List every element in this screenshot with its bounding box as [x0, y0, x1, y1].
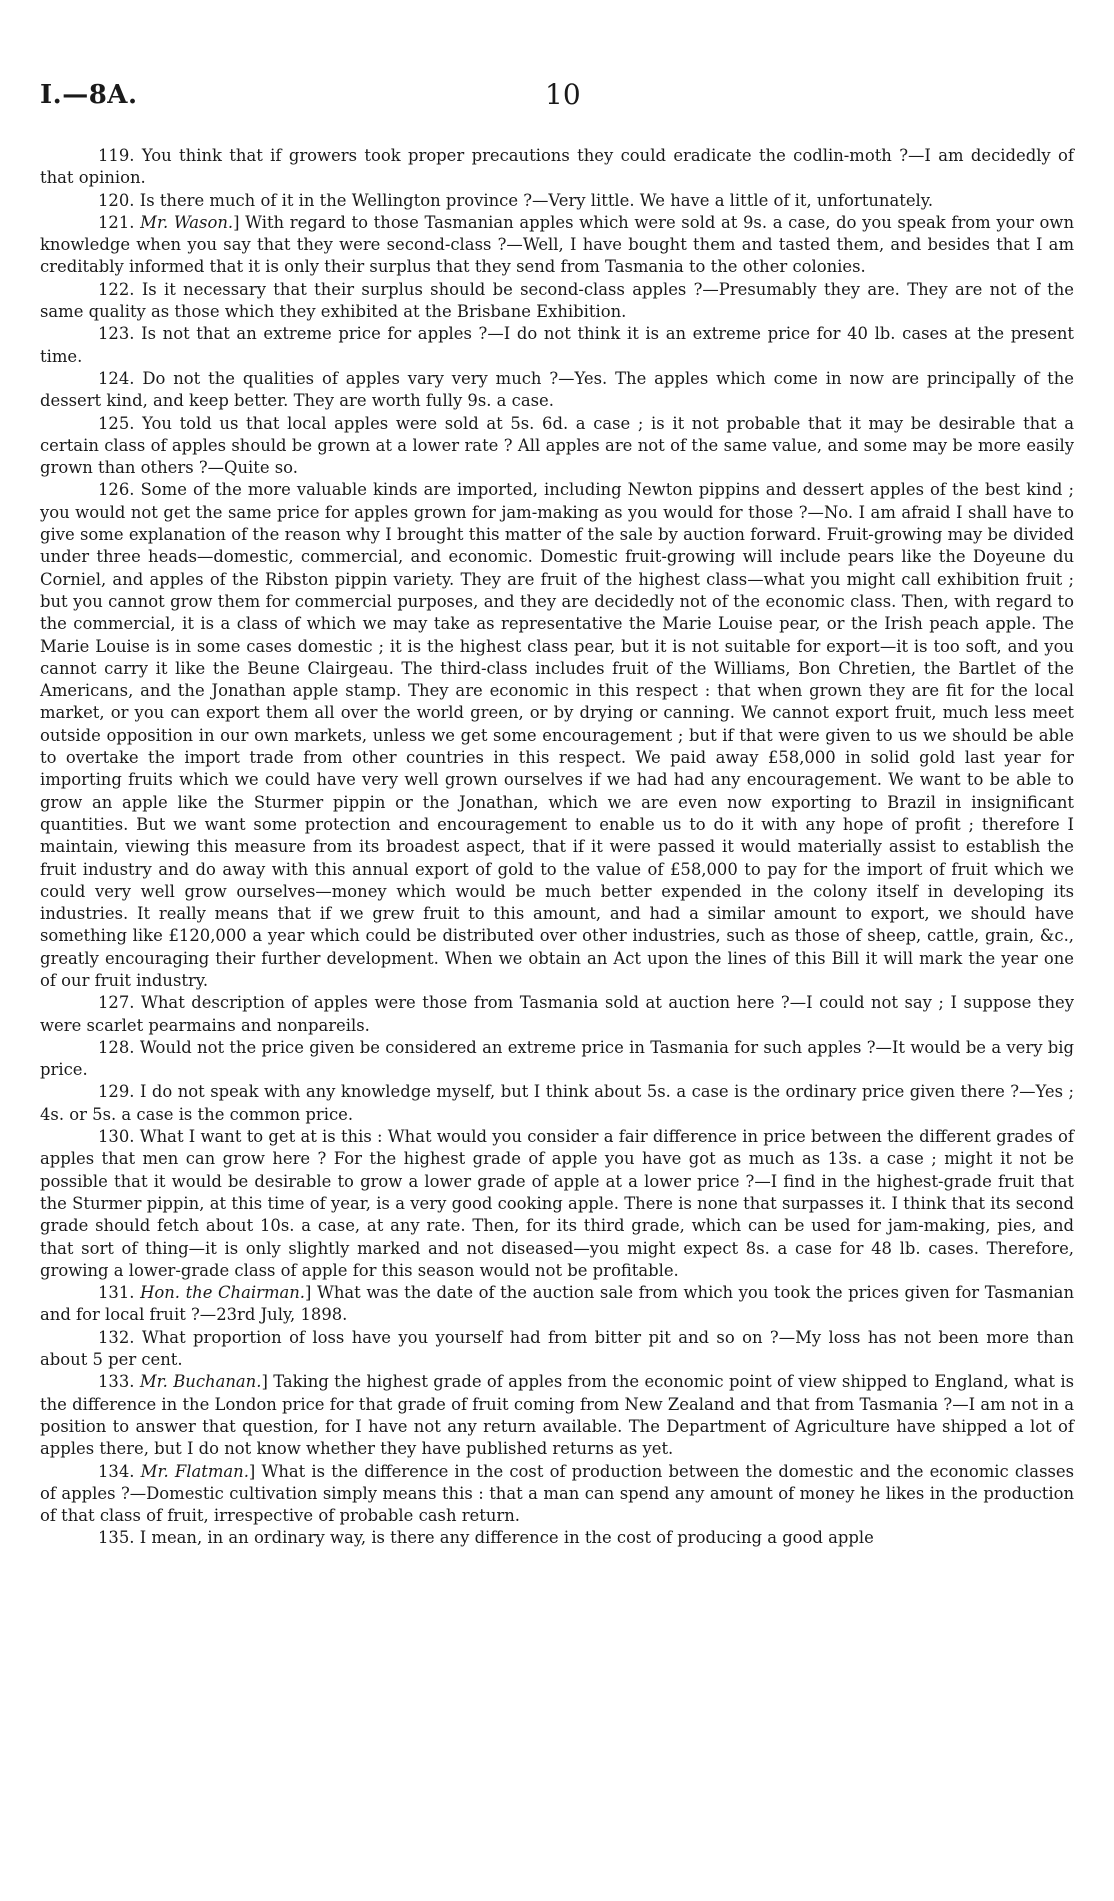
question-134: 134. Mr. Flatman.] What is the difference in the cost of production between the domestic and the economic classes of apples ?—Domestic cultivation simply means this : that a man can spend any amount of money he likes in the production of that class of fruit, irrespective of probable cash return.: [40, 1461, 1075, 1526]
question-text: What I want to get at is this : What would you consider a fair difference in price between the different grades of apples that men can grow here ? For the highest grade of apple you have got as much as 13s. a case ; might it not be possible that it would be desirable to grow a lower grade of apple at a lower price ?—I find in the highest-grade fruit that the Sturmer pippin, at this time of year, is a very good cooking apple. There is none that surpasses it. I think that its second grade should fetch about 10s. a case, at any rate. Then, for its third grade, which can be used for jam-making, pies, and that sort of thing—it is only slightly marked and not diseased—you might expect 8s. a case for 48 lb. cases. Therefore, growing a lower-grade class of apple for this season would not be profitable.: [40, 1127, 1074, 1280]
question-number: 125.: [98, 413, 135, 433]
question-number: 122.: [98, 279, 135, 299]
question-text: Do not the qualities of apples vary very much ?—Yes. The apples which come in now are principally of the dessert kind, and keep better. They are worth fully 9s. a case.: [40, 368, 1074, 411]
question-132: [40, 1327, 1074, 1372]
question-number: 133.: [98, 1372, 135, 1392]
question-number: 135.: [98, 1528, 135, 1548]
question-text: What is the difference in the cost of production between the domestic and the economic classes of apples ?—Domestic cultivation simply means this : that a man can spend any amount of money he likes in the production of that class of fruit, irrespective of probable cash return.: [40, 1461, 1075, 1526]
question-text: Is it necessary that their surplus should be second-class apples ?—Presumably they are. They are not of the same quality as those which they exhibited at the Brisbane Exhibition.: [40, 279, 1074, 322]
question-number: 131.: [98, 1283, 135, 1303]
question-text: What description of apples were those from Tasmania sold at auction here ?—I could not say ; I suppose they were scarlet pearmains and nonpareils.: [40, 993, 1074, 1035]
question-131: 131. Hon. the Chairman.] What was the date of the auction sale from which you took the prices given for Tasmanian and for local fruit ?—23rd July, 1898.: [40, 1283, 1075, 1325]
speaker-name: Mr. Flatman.: [140, 1461, 249, 1481]
question-number: 132.: [98, 1327, 135, 1347]
question-text: You told us that local apples were sold at 5s. 6d. a case ; is it not probable that it may be desirable that a certain class of apples should be grown at a lower rate ? All apples are not of the same value, and some may be more easily grown than others ?—Quite so.: [40, 413, 1074, 478]
question-text: Is there much of it in the Wellington province ?—Very little. We have a little of it, unfortunately.: [139, 190, 934, 210]
page-number: 10: [545, 78, 581, 111]
speaker-name: Hon. the Chairman.: [140, 1283, 306, 1303]
question-124: [40, 368, 1074, 413]
question-text: Some of the more valuable kinds are imported, including Newton pippins and dessert apples of the best kind ; you would not get the same price for apples grown for jam-making as you would for those ?—No. I am afraid I shall have to give some explanation of the reason why I brought this matter of the sale by auction forward. Fruit-growing may be divided under three heads—domestic, commercial, and economic. Domestic fruit-growing will include pears like the Doyeune du Corniel, and apples of the Ribston pippin variety. They are fruit of the highest class—what you might call exhibition fruit ; but you cannot grow them for commercial purposes, and they are decidedly not of the economic class. Then, with regard to the commercial, it is a class of which we may take as representative the Marie Louise pear, or the Irish peach apple. The Marie Louise is in some cases domestic ; it is the highest class pear, but it is not suitable for export—it is too soft, and you cannot carry it like the Beune Clairgeau. The third-class includes fruit of the Williams, Bon Chretien, the Bartlet of the Americans, and the Jonathan apple stamp. They are economic in this respect : that when grown they are fit for the local market, or you can export them all over the world green, or by drying or canning. We cannot export fruit, much less meet outside opposition in our own markets, unless we get some encouragement ; but if that were given to us we should be able to overtake the import trade from other countries in this respect. We paid away £58,000 in solid gold last year for importing fruits which we could have very well grown ourselves if we had had any encouragement. We want to be able to grow an apple like the Sturmer pippin or the Jonathan, which we are even now exporting to Brazil in insignificant quantities. But we want some protection and encouragement to enable us to do it with any hope of profit ; therefore I maintain, viewing this measure from its broadest aspect, that if it were passed it would materially assist to establish the fruit industry and do away with this annual export of gold to the value of £58,000 to pay for the import of fruit which we could very well grow ourselves—money which would be much better expended in the colony itself in developing its industries. It really means that if we grew fruit to this amount, and had a similar amount to export, we should have something like £120,000 a year which could be distributed over other industries, such as those of sheep, cattle, grain, &c., greatly encouraging their further development. When we obtain an Act upon the lines of this Bill it will mark the year one of our fruit industry.: [40, 480, 1074, 990]
question-number: 121.: [98, 212, 135, 232]
question-130: [40, 1126, 1074, 1282]
question-number: 124.: [98, 368, 135, 388]
question-text: Would not the price given be considered an extreme price in Tasmania for such apples ?—It would be a very big price.: [40, 1037, 1074, 1080]
question-number: 123.: [98, 324, 135, 344]
parliamentary-paper-reference: I.—8A.: [40, 80, 138, 110]
question-125: [40, 413, 1074, 480]
question-number: 120.: [98, 190, 135, 210]
question-number: 128.: [98, 1037, 135, 1057]
question-121: 121. Mr. Wason.] With regard to those Tasmanian apples which were sold at 9s. a case, do you speak from your own knowledge when you say that they were second-class ?—Well, I have bought them and tasted them, and besides that I am creditably informed that it is only their surplus that they send from Tasmania to the other colonies.: [40, 212, 1075, 277]
question-text: Is not that an extreme price for apples ?—I do not think it is an extreme price for 40 lb. cases at the present time.: [40, 324, 1074, 366]
question-135: [40, 1527, 1074, 1549]
question-119: [40, 145, 1074, 190]
question-text: I mean, in an ordinary way, is there any difference in the cost of producing a good apple: [139, 1528, 874, 1548]
question-126: [40, 479, 1074, 992]
question-129: [40, 1081, 1074, 1126]
question-text: I do not speak with any knowledge myself, but I think about 5s. a case is the ordinary price given there ?—Yes ; 4s. or 5s. a case is the common price.: [40, 1082, 1074, 1124]
question-text: Taking the highest grade of apples from the economic point of view shipped to England, what is the difference in the London price for that grade of fruit coming from New Zealand and that from Tasmania ?—I am not in a position to answer that question, for I have not any return available. The Department of Agriculture have shipped a lot of apples there, but I do not know whether they have published returns as yet.: [40, 1372, 1074, 1459]
question-number: 134.: [98, 1461, 135, 1481]
question-number: 119.: [98, 146, 135, 165]
question-number: 129.: [98, 1082, 135, 1102]
question-120: [40, 190, 1074, 212]
speaker-name: Mr. Wason.: [140, 212, 234, 232]
question-number: 130.: [98, 1127, 135, 1147]
question-133: 133. Mr. Buchanan.] Taking the highest grade of apples from the economic point of view shipped to England, what is the difference in the London price for that grade of fruit coming from New Zealand and that from Tasmania ?—I am not in a position to answer that question, for I have not any return available. The Department of Agriculture have shipped a lot of apples there, but I do not know whether they have published returns as yet.: [40, 1372, 1074, 1459]
question-text: What was the date of the auction sale from which you took the prices given for Tasmanian and for local fruit ?—23rd July, 1898.: [40, 1283, 1075, 1325]
question-number: 127.: [98, 993, 135, 1013]
evidence-text: [40, 145, 1074, 1550]
question-number: 126.: [98, 480, 135, 500]
question-122: [40, 279, 1074, 324]
question-123: [40, 323, 1074, 368]
question-text: With regard to those Tasmanian apples which were sold at 9s. a case, do you speak from your own knowledge when you say that they were second-class ?—Well, I have bought them and tasted them, and besides that I am creditably informed that it is only their surplus that they send from Tasmania to the other colonies.: [40, 212, 1075, 277]
question-text: You think that if growers took proper precautions they could eradicate the codlin-moth ?—I am decidedly of that opinion.: [40, 146, 1074, 188]
question-128: [40, 1037, 1074, 1082]
speaker-name: Mr. Buchanan.: [139, 1372, 262, 1392]
question-text: What proportion of loss have you yourself had from bitter pit and so on ?—My loss has not been more than about 5 per cent.: [40, 1327, 1074, 1370]
question-127: [40, 992, 1074, 1037]
